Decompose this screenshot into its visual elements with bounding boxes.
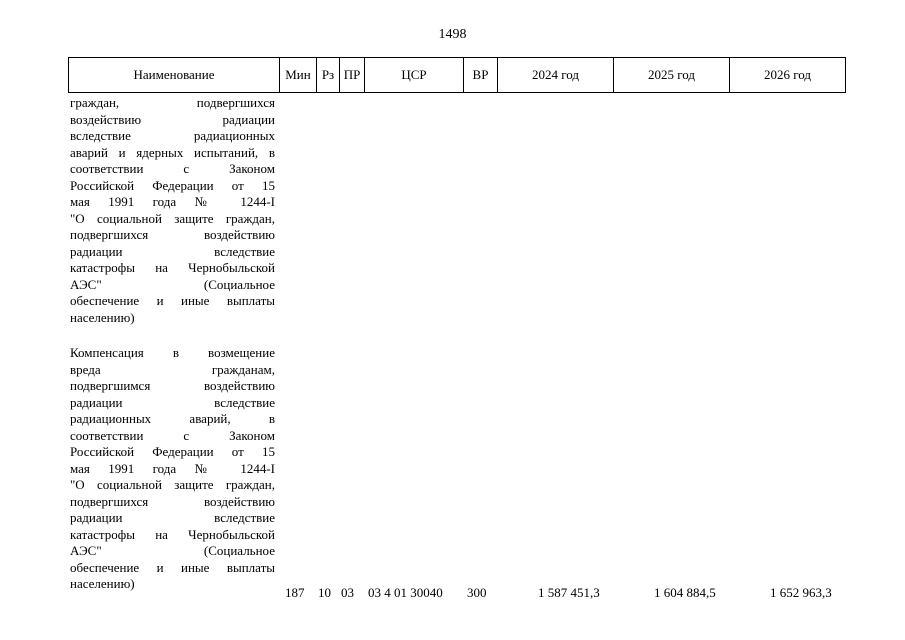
cell-csr: 03 4 01 30040 [368, 585, 443, 600]
cell-min: 187 [285, 585, 305, 600]
page-number: 1498 [438, 27, 467, 42]
table-header [68, 57, 846, 93]
text-line: Российской Федерации от 15 [70, 177, 275, 193]
text-line: подвергшимся воздействию [70, 378, 275, 393]
text-line: граждан, подвергшихся [70, 95, 275, 110]
text-line: обеспечение и иные выплаты [70, 559, 275, 575]
text-line: подвергшихся воздействию [70, 493, 275, 509]
text-line: АЭС" (Социальное [70, 276, 275, 292]
text-line: "О социальной защите граждан, [70, 210, 275, 226]
text-line: воздействию радиации [70, 111, 275, 127]
text-line: вследствие радиационных [70, 128, 275, 143]
cell-2024: 1 587 451,3 [538, 585, 600, 600]
header-vr: ВР [464, 58, 498, 93]
text-line: мая 1991 года № 1244-I [70, 194, 275, 209]
text-line: радиации вследствие [70, 510, 275, 525]
cell-pr: 03 [341, 585, 354, 600]
text-line: катастрофы на Чернобыльской [70, 260, 275, 275]
cell-2025: 1 604 884,5 [654, 585, 716, 600]
text-line: АЭС" (Социальное [70, 543, 275, 558]
text-line: населению) [70, 309, 135, 325]
text-line: Российской Федерации от 15 [70, 444, 275, 459]
header-pr: ПР [340, 58, 365, 93]
text-line: радиации вследствие [70, 243, 275, 259]
header-name: Наименование [69, 58, 280, 93]
text-line: обеспечение и иные выплаты [70, 293, 275, 308]
text-line: населению) [70, 576, 135, 591]
text-line: подвергшихся воздействию [70, 227, 275, 242]
text-line: соответствии с Законом [70, 427, 275, 443]
text-line: соответствии с Законом [70, 161, 275, 176]
header-2024: 2024 год [498, 58, 614, 93]
cell-rz: 10 [318, 585, 331, 600]
header-2026: 2026 год [730, 58, 846, 93]
text-line: катастрофы на Чернобыльской [70, 526, 275, 542]
cell-vr: 300 [467, 585, 487, 600]
cell-2026: 1 652 963,3 [770, 585, 832, 600]
header-rz: Рз [317, 58, 340, 93]
row-name-compensation [70, 345, 275, 593]
text-line: аварий и ядерных испытаний, в [70, 144, 275, 160]
row-name-continued [70, 95, 275, 326]
text-line: Компенсация в возмещение [70, 345, 275, 360]
text-line: мая 1991 года № 1244-I [70, 460, 275, 476]
text-line: радиационных аварий, в [70, 411, 275, 426]
header-csr: ЦСР [365, 58, 464, 93]
header-min: Мин [280, 58, 317, 93]
text-line: вреда гражданам, [70, 361, 275, 377]
text-line: радиации вследствие [70, 394, 275, 410]
header-2025: 2025 год [614, 58, 730, 93]
text-line: "О социальной защите граждан, [70, 477, 275, 492]
